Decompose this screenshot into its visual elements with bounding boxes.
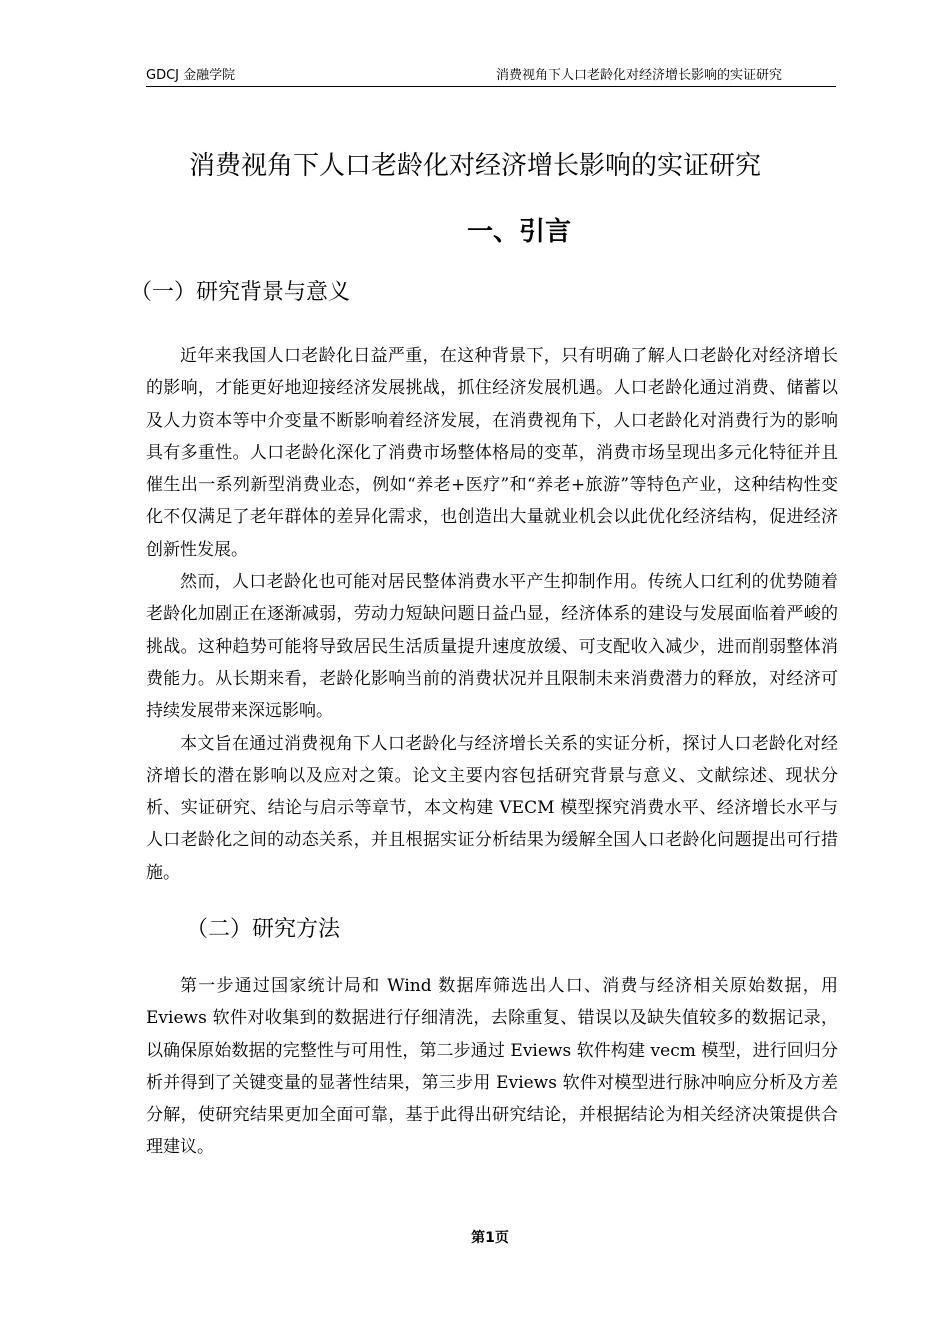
paragraph: 然而，人口老龄化也可能对居民整体消费水平产生抑制作用。传统人口红利的优势随着老龄化加剧正在逐渐减弱，劳动力短缺问题日益凸显，经济体系的建设与发展面临着严峻的挑战。这种趋势可能将导致居民生活质量提升速度放缓、可支配收入减少，进而削弱整体消费能力。从长期来看，老龄化影响当前的消费状况并且限制未来消费潜力的释放，对经济可持续发展带来深远影响。 bbox=[146, 572, 838, 722]
methods-body bbox=[146, 970, 838, 1164]
subsection-heading-methods: （二）研究方法 bbox=[186, 917, 341, 942]
header-running-title: 消费视角下人口老龄化对经济增长影响的实证研究 bbox=[495, 68, 782, 83]
paragraph: 近年来我国人口老龄化日益严重，在这种背景下，只有明确了解人口老龄化对经济增长的影响，才能更好地迎接经济发展挑战，抓住经济发展机遇。人口老龄化通过消费、储蓄以及人力资本等中介变量不断影响着经济发展，在消费视角下，人口老龄化对消费行为的影响具有多重性。人口老龄化深化了消费市场整体格局的变革，消费市场呈现出多元化特征并且催生出一系列新型消费业态，例如“养老+医疗”和“养老+旅游”等特色产业，这种结构性变化不仅满足了老年群体的差异化需求，也创造出大量就业机会以此优化经济结构，促进经济创新性发展。 bbox=[146, 346, 838, 560]
background-body bbox=[146, 340, 838, 889]
header-institution: GDCJ 金融学院 bbox=[146, 68, 236, 83]
section-heading-introduction: 一、引言 bbox=[466, 217, 571, 247]
page-header bbox=[146, 66, 836, 87]
subsection-heading-background: （一）研究背景与意义 bbox=[130, 280, 351, 305]
paragraph: 本文旨在通过消费视角下人口老龄化与经济增长关系的实证分析，探讨人口老龄化对经济增长的潜在影响以及应对之策。论文主要内容包括研究背景与意义、文献综述、现状分析、实证研究、结论与启示等章节，本文构建 VECM 模型探究消费水平、经济增长水平与人口老龄化之间的动态关系，并且根据实证分析结果为缓解全国人口老龄化问题提出可行措施。 bbox=[146, 733, 838, 883]
paragraph: 第一步通过国家统计局和 Wind 数据库筛选出人口、消费与经济相关原始数据，用 Eviews 软件对收集到的数据进行仔细清洗，去除重复、错误以及缺失值较多的数据记录，以确保原始数据的完整性与可用性，第二步通过 Eviews 软件构建 vecm 模型，进行回归分析并得到了关键变量的显著性结果，第三步用 Eviews 软件对模型进行脉冲响应分析及方差分解，使研究结果更加全面可靠，基于此得出研究结论，并根据结论为相关经济决策提供合理建议。 bbox=[146, 976, 838, 1158]
page-number: 第1页 bbox=[471, 1230, 509, 1246]
document-title: 消费视角下人口老龄化对经济增长影响的实证研究 bbox=[188, 151, 761, 181]
